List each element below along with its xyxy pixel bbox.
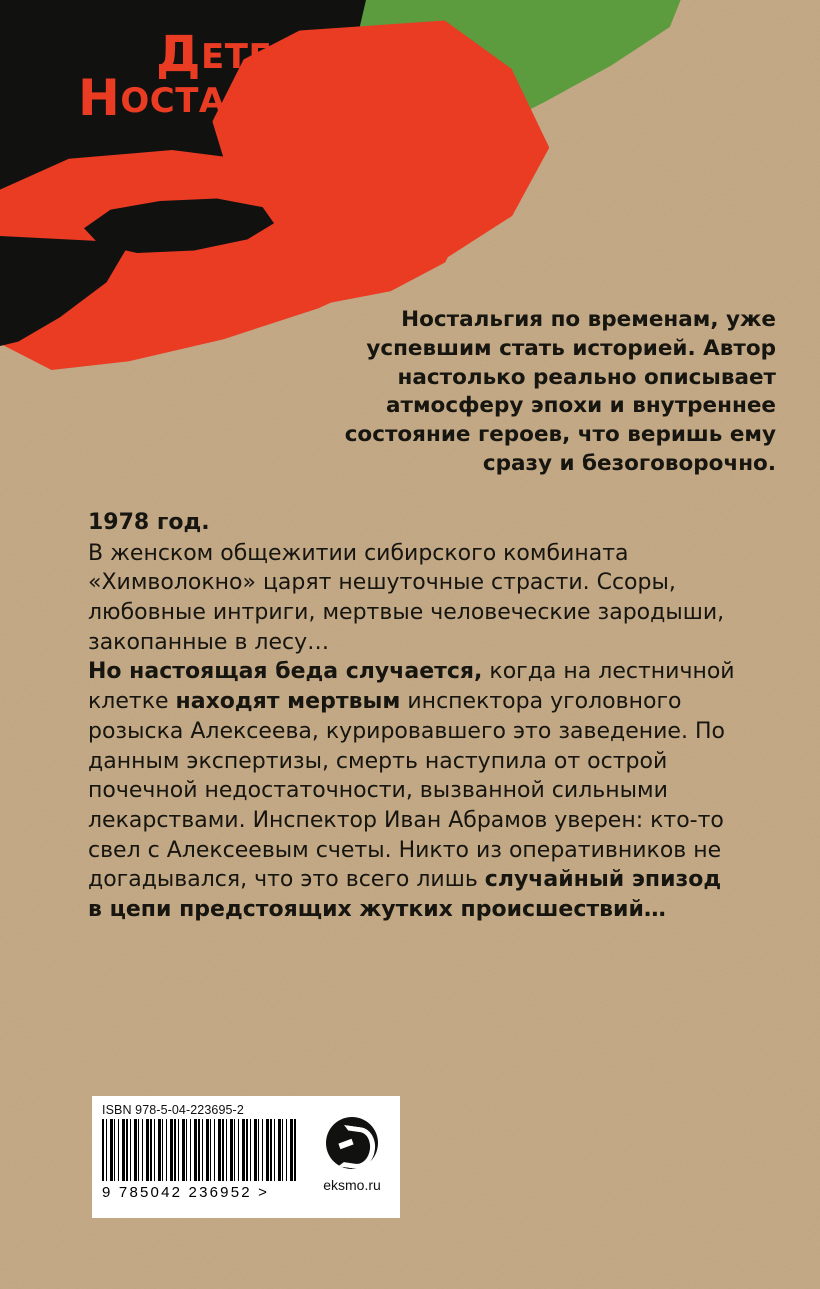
- annotation-bold-3: случайный эпизод в цепи предстоящих жутких происшествий…: [88, 867, 722, 922]
- series-badge-rest-2: ОСТАЛЬГИЯ: [120, 81, 359, 121]
- barcode-bars: [102, 1119, 298, 1181]
- annotation-paragraph-1: В женском общежитии сибирского комбината «Химволокно» царят нешуточные страсти. Ссоры, любовные интриги, мертвые человеческие зародыши, закопанные в лесу…: [88, 540, 725, 655]
- cover-quote: Ностальгия по временам, уже успевшим стать историей. Автор настолько реально описывает атмосферу эпохи и внутреннее состояние героев, что веришь ему сразу и безоговорочно.: [344, 307, 776, 476]
- series-badge-rest-1: ЕТЕКТИВ-: [201, 37, 395, 77]
- series-badge-line-2: [78, 69, 394, 127]
- annotation-text-3: инспектора уголовного розыска Алексеева, курировавшего это заведение. По данным экспертизы, смерть наступила от острой почечной недостаточности, вызванной сильными лекарствами. Инспектор Иван Абрамов уверен: кто-то свел с Алексеевым счеты. Никто из оперативников не догадывался, что это всего лишь: [88, 689, 725, 893]
- series-badge-cap-2: Н: [78, 69, 121, 127]
- publisher-block: [304, 1096, 400, 1218]
- series-badge: [78, 25, 395, 127]
- series-badge-cap-1: Д: [156, 25, 202, 83]
- annotation-text-2: когда на лестничной клетке: [88, 659, 735, 715]
- barcode-left-column: [92, 1096, 304, 1218]
- annotation-year: 1978 год.: [88, 510, 210, 535]
- annotation-bold-1: Но настоящая беда случается,: [88, 659, 483, 685]
- eksmo-logo-icon: [326, 1117, 378, 1169]
- isbn-label: ISBN 978-5-04-223695-2: [102, 1103, 244, 1117]
- annotation-bold-2: находят мертвым: [175, 689, 401, 715]
- series-badge-line-1: [156, 25, 395, 83]
- barcode-digits: 9 785042 236952 >: [102, 1184, 270, 1201]
- publisher-url: eksmo.ru: [323, 1177, 381, 1193]
- barcode-block: [92, 1096, 400, 1218]
- cover-annotation: [88, 508, 736, 925]
- annotation-paragraph-2: [88, 657, 736, 924]
